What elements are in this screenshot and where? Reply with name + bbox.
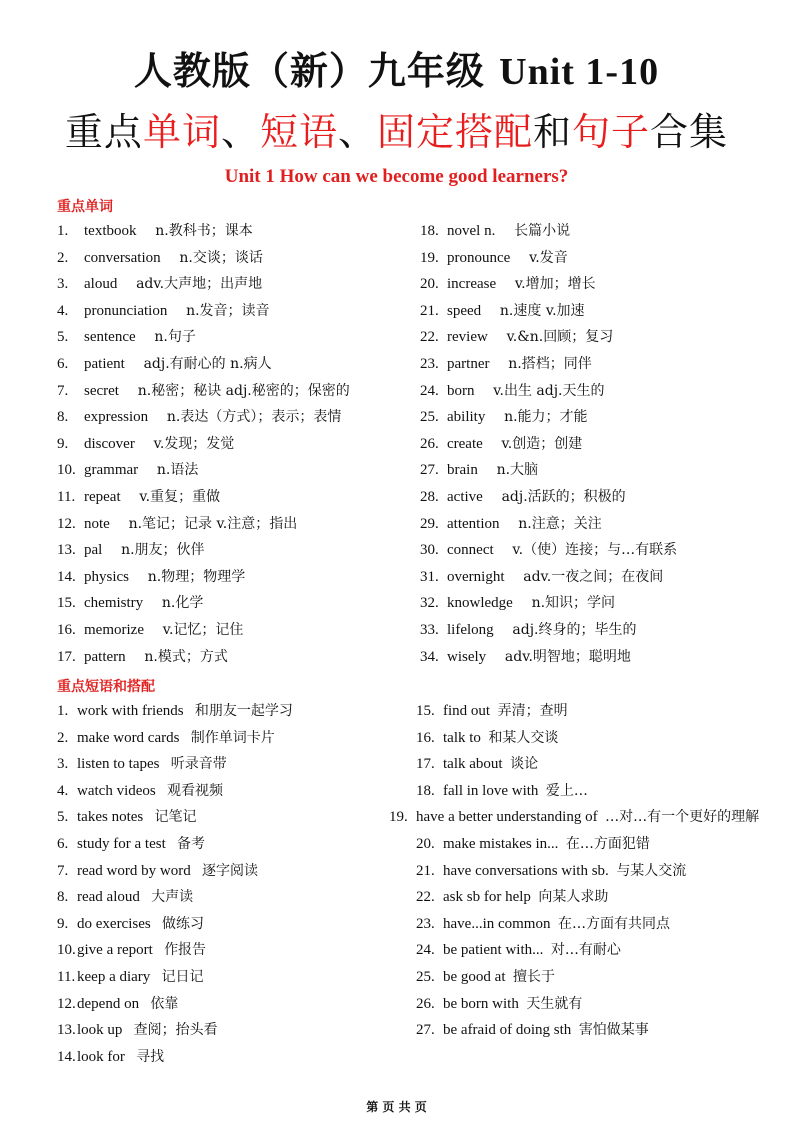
words-heading: 重点单词 — [57, 199, 113, 215]
item-meaning: n.交谈；谈话 — [179, 249, 263, 266]
title-units: Unit 1-10 — [499, 51, 660, 93]
word-item — [57, 218, 350, 245]
item-meaning: v.增加；增长 — [514, 276, 596, 293]
item-meaning: n.秘密；秘诀 adj.秘密的；保密的 — [137, 382, 350, 399]
item-meaning: n.笔记；记录 v.注意；指出 — [128, 515, 298, 532]
item-number: 25. — [416, 968, 435, 985]
phrase-item — [57, 911, 293, 938]
item-number: 27. — [416, 1022, 435, 1039]
item-term: give a report — [77, 942, 153, 959]
phrase-item — [57, 804, 293, 831]
phrase-item — [57, 831, 293, 858]
word-item — [57, 590, 350, 617]
word-item — [420, 511, 677, 538]
phrase-item — [57, 698, 293, 725]
word-item — [420, 404, 677, 431]
item-number: 32. — [420, 595, 439, 612]
subtitle-part: 短语 — [259, 110, 338, 154]
item-number: 8. — [57, 409, 69, 426]
item-meaning: 制作单词卡片 — [190, 729, 275, 746]
item-meaning: 备考 — [176, 835, 205, 852]
word-item — [57, 511, 350, 538]
item-meaning: v.发现；发觉 — [153, 435, 235, 452]
item-number: 34. — [420, 648, 439, 665]
word-item — [57, 484, 350, 511]
item-number: 26. — [416, 995, 435, 1012]
item-number: 20. — [420, 276, 439, 293]
item-meaning: 对…有耐心 — [550, 942, 621, 959]
item-number: 10. — [57, 942, 76, 959]
item-meaning: 弄清；查明 — [497, 703, 568, 719]
item-number: 2. — [57, 249, 69, 266]
item-number: 21. — [420, 302, 439, 319]
item-number: 6. — [57, 355, 69, 372]
phrases-heading: 重点短语和搭配 — [57, 679, 155, 695]
item-meaning: n.模式；方式 — [144, 648, 228, 665]
word-item — [57, 404, 350, 431]
item-meaning: adv.明智地；聪明地 — [504, 648, 631, 665]
item-number: 17. — [416, 756, 435, 773]
item-meaning: v.发音 — [529, 249, 568, 266]
item-meaning: 做练习 — [161, 915, 204, 932]
item-term: listen to tapes — [77, 756, 160, 773]
item-term: have a better understanding of — [416, 809, 598, 826]
item-term: grammar — [84, 462, 139, 479]
item-term: ability — [447, 409, 486, 426]
word-item — [57, 378, 350, 405]
item-meaning: 作报告 — [164, 942, 207, 959]
subtitle-part: 重点 — [64, 110, 143, 154]
item-meaning: 害怕做某事 — [578, 1022, 649, 1039]
item-term: do exercises — [77, 915, 151, 932]
page-footer: 第 页 共 页 — [366, 1100, 427, 1114]
item-meaning: 查阅；抬头看 — [133, 1022, 218, 1039]
item-term: novel n. — [447, 223, 496, 239]
item-term: fall in love with — [443, 782, 539, 799]
item-meaning: 记日记 — [161, 968, 204, 985]
item-term: find out — [443, 703, 491, 719]
item-number: 9. — [57, 435, 69, 452]
item-term: study for a test — [77, 835, 166, 852]
subtitle-part: 合集 — [650, 110, 729, 154]
item-number: 31. — [420, 568, 439, 585]
item-term: knowledge — [447, 595, 513, 612]
item-term: increase — [447, 276, 497, 293]
item-number: 2. — [57, 729, 69, 746]
word-item — [420, 484, 677, 511]
item-term: attention — [447, 515, 500, 532]
item-meaning: 记笔记 — [154, 809, 197, 826]
subtitle-part: 单词 — [142, 110, 221, 154]
item-meaning: n.搭档；同伴 — [508, 355, 592, 372]
item-number: 13. — [57, 1022, 76, 1039]
item-term: look for — [77, 1048, 125, 1065]
item-number: 3. — [57, 756, 69, 773]
item-term: have conversations with sb. — [443, 862, 609, 879]
item-number: 22. — [420, 329, 439, 346]
item-term: review — [447, 329, 488, 346]
item-meaning: 寻找 — [136, 1048, 165, 1065]
item-term: partner — [447, 355, 490, 372]
item-term: connect — [447, 542, 494, 559]
item-term: work with friends — [77, 703, 184, 719]
phrase-list-right — [389, 698, 778, 1044]
item-term: patient — [84, 355, 125, 372]
item-number: 17. — [57, 648, 76, 665]
item-number: 24. — [420, 382, 439, 399]
item-number: 15. — [416, 703, 435, 719]
item-number: 4. — [57, 782, 69, 799]
item-number: 18. — [416, 782, 435, 799]
item-number: 13. — [57, 542, 76, 559]
item-number: 1. — [57, 703, 69, 719]
item-meaning: v.重复；重做 — [139, 488, 221, 505]
item-term: watch videos — [77, 782, 156, 799]
item-term: aloud — [84, 276, 118, 293]
word-item — [420, 617, 677, 644]
item-number: 10. — [57, 462, 76, 479]
subtitle-part: 固定搭配 — [377, 110, 534, 154]
item-meaning: adv.大声地；出声地 — [136, 276, 263, 293]
item-term: make mistakes in... — [443, 835, 559, 852]
phrase-item — [57, 937, 293, 964]
item-number: 12. — [57, 515, 76, 532]
word-item — [57, 644, 350, 671]
item-meaning: 向某人求助 — [538, 889, 609, 906]
item-term: pattern — [84, 648, 126, 665]
item-term: pronunciation — [84, 302, 168, 319]
item-number: 21. — [416, 862, 435, 879]
item-meaning: 观看视频 — [166, 782, 223, 799]
item-term: pronounce — [447, 249, 511, 266]
item-meaning: 与某人交流 — [616, 862, 687, 879]
item-number: 14. — [57, 1048, 76, 1065]
item-number: 20. — [416, 835, 435, 852]
subtitle-part: 、 — [220, 110, 260, 154]
item-term: create — [447, 435, 483, 452]
item-term: make word cards — [77, 729, 180, 746]
item-meaning: 长篇小说 — [514, 223, 571, 239]
word-item — [420, 431, 677, 458]
unit-title: Unit 1 How can we become good learners? — [224, 166, 569, 187]
item-meaning: n.教科书；课本 — [155, 223, 253, 239]
item-meaning: 大声读 — [151, 889, 194, 906]
word-item — [420, 271, 677, 298]
phrase-item — [416, 725, 778, 752]
word-list-left — [57, 218, 350, 670]
item-meaning: adj.活跃的；积极的 — [501, 488, 626, 505]
item-term: memorize — [84, 621, 144, 638]
word-item — [57, 431, 350, 458]
item-meaning: n.发音；读音 — [186, 302, 270, 319]
item-term: textbook — [84, 223, 137, 239]
item-number: 16. — [57, 621, 76, 638]
word-item — [420, 351, 677, 378]
item-meaning: v.&n.回顾；复习 — [506, 329, 614, 346]
word-item — [57, 298, 350, 325]
item-term: speed — [447, 302, 482, 319]
item-meaning: adj.终身的；毕生的 — [512, 621, 637, 638]
item-meaning: v.创造；创建 — [501, 435, 583, 452]
item-number: 30. — [420, 542, 439, 559]
item-number: 18. — [420, 223, 439, 239]
item-number: 19. — [420, 249, 439, 266]
phrase-item — [416, 991, 778, 1018]
word-item — [57, 351, 350, 378]
word-item — [420, 245, 677, 272]
item-term: pal — [84, 542, 103, 559]
item-meaning: adj.有耐心的 n.病人 — [143, 355, 272, 372]
word-item — [420, 218, 677, 245]
item-number: 22. — [416, 889, 435, 906]
item-meaning: 听录音带 — [170, 756, 227, 773]
item-meaning: 在…方面有共同点 — [557, 915, 670, 932]
item-meaning: n.知识；学问 — [531, 595, 616, 612]
phrase-item — [57, 884, 293, 911]
item-number: 1. — [57, 223, 69, 239]
item-term: overnight — [447, 568, 505, 585]
phrase-item — [57, 1017, 293, 1044]
item-term: discover — [84, 435, 135, 452]
item-meaning: 在…方面犯错 — [565, 835, 650, 852]
item-number: 9. — [57, 915, 69, 932]
phrase-item — [57, 778, 293, 805]
word-item — [420, 298, 677, 325]
phrase-item — [416, 858, 778, 885]
item-number: 11. — [57, 968, 76, 985]
item-meaning: n.表达（方式）；表示；表情 — [166, 409, 342, 426]
phrase-item — [416, 1017, 778, 1044]
item-number: 12. — [57, 995, 76, 1012]
item-number: 29. — [420, 515, 439, 532]
item-term: physics — [84, 568, 129, 585]
item-term: be afraid of doing sth — [443, 1022, 572, 1039]
item-term: ask sb for help — [443, 889, 531, 906]
word-item — [420, 537, 677, 564]
item-meaning: 天生就有 — [526, 995, 583, 1012]
item-meaning: adv.一夜之间；在夜间 — [523, 568, 664, 585]
subtitle-part: 和 — [533, 110, 573, 154]
word-item — [57, 271, 350, 298]
item-meaning: n.物理；物理学 — [147, 568, 246, 585]
item-meaning: 和某人交谈 — [488, 729, 559, 746]
title-grade: 人教版（新）九年级 — [133, 48, 500, 93]
item-term: conversation — [84, 249, 161, 266]
word-item — [420, 590, 677, 617]
item-meaning: …对…有一个更好的理解 — [605, 809, 760, 826]
item-number: 5. — [57, 809, 69, 826]
item-meaning: 谈论 — [510, 756, 539, 773]
item-term: look up — [77, 1022, 123, 1039]
item-meaning: n.化学 — [161, 595, 204, 612]
phrase-item — [416, 964, 778, 991]
item-term: takes notes — [77, 809, 144, 826]
word-list-right — [420, 218, 677, 670]
item-term: be born with — [443, 995, 519, 1012]
item-meaning: v.记忆；记住 — [162, 621, 244, 638]
item-number: 28. — [420, 488, 439, 505]
word-item — [57, 324, 350, 351]
item-meaning: n.能力；才能 — [504, 409, 588, 426]
phrase-item — [416, 751, 778, 778]
item-meaning: n.句子 — [154, 329, 196, 346]
word-item — [57, 457, 350, 484]
item-meaning: n.速度 v.加速 — [499, 302, 585, 319]
item-meaning: n.注意；关注 — [518, 515, 602, 532]
phrase-item — [57, 858, 293, 885]
item-term: secret — [84, 382, 119, 399]
word-item — [420, 378, 677, 405]
phrase-item — [416, 698, 778, 725]
item-meaning: n.语法 — [156, 462, 199, 479]
item-number: 33. — [420, 621, 439, 638]
item-term: born — [447, 382, 475, 399]
item-meaning: v.出生 adj.天生的 — [493, 382, 605, 399]
item-term: depend on — [77, 995, 140, 1012]
item-meaning: 依靠 — [150, 995, 179, 1012]
item-term: note — [84, 515, 110, 532]
item-number: 11. — [57, 488, 76, 505]
word-item — [420, 457, 677, 484]
item-term: read aloud — [77, 889, 140, 906]
phrase-item — [416, 831, 778, 858]
page-subtitle — [0, 104, 793, 160]
phrase-item — [416, 778, 778, 805]
phrase-item — [416, 937, 778, 964]
item-term: talk to — [443, 729, 481, 746]
word-item — [57, 617, 350, 644]
item-term: talk about — [443, 756, 503, 773]
phrase-item — [57, 991, 293, 1018]
item-number: 25. — [420, 409, 439, 426]
item-number: 3. — [57, 276, 69, 293]
item-term: read word by word — [77, 862, 191, 879]
word-item — [57, 245, 350, 272]
item-number: 23. — [420, 355, 439, 372]
item-number: 24. — [416, 942, 435, 959]
page-title — [0, 46, 793, 97]
item-number: 27. — [420, 462, 439, 479]
item-meaning: 擅长于 — [512, 968, 555, 985]
item-meaning: n.朋友；伙伴 — [121, 542, 205, 559]
item-meaning: 和朋友一起学习 — [194, 703, 293, 719]
item-number: 6. — [57, 835, 69, 852]
word-item — [420, 644, 677, 671]
word-item — [57, 537, 350, 564]
phrase-item — [57, 1044, 293, 1071]
word-item — [57, 564, 350, 591]
item-number: 15. — [57, 595, 76, 612]
item-number: 5. — [57, 329, 69, 346]
item-number: 7. — [57, 862, 69, 879]
item-term: active — [447, 488, 483, 505]
item-meaning: 逐字阅读 — [201, 862, 258, 879]
item-number: 4. — [57, 302, 69, 319]
word-item — [420, 324, 677, 351]
item-term: keep a diary — [77, 968, 151, 985]
phrase-item — [57, 751, 293, 778]
item-number: 19. — [389, 809, 408, 826]
item-number: 14. — [57, 568, 76, 585]
item-meaning: 爱上… — [545, 782, 588, 799]
phrase-item — [416, 884, 778, 911]
item-number: 8. — [57, 889, 69, 906]
phrase-item — [416, 911, 778, 938]
item-term: have...in common — [443, 915, 551, 932]
item-term: be patient with... — [443, 942, 544, 959]
item-term: brain — [447, 462, 478, 479]
item-meaning: v.（使）连接；与…有联系 — [512, 542, 678, 559]
phrase-item — [389, 804, 778, 831]
item-term: sentence — [84, 329, 136, 346]
item-term: lifelong — [447, 621, 494, 638]
item-term: repeat — [84, 488, 121, 505]
word-item — [420, 564, 677, 591]
item-term: expression — [84, 409, 149, 426]
subtitle-part: 句子 — [572, 110, 651, 154]
item-meaning: n.大脑 — [496, 462, 539, 479]
phrase-item — [57, 725, 293, 752]
item-term: be good at — [443, 968, 506, 985]
phrase-item — [57, 964, 293, 991]
phrase-list-left — [57, 698, 293, 1070]
item-number: 26. — [420, 435, 439, 452]
item-number: 16. — [416, 729, 435, 746]
item-number: 7. — [57, 382, 69, 399]
subtitle-part: 、 — [337, 110, 377, 154]
item-term: chemistry — [84, 595, 144, 612]
item-number: 23. — [416, 915, 435, 932]
item-term: wisely — [447, 648, 487, 665]
